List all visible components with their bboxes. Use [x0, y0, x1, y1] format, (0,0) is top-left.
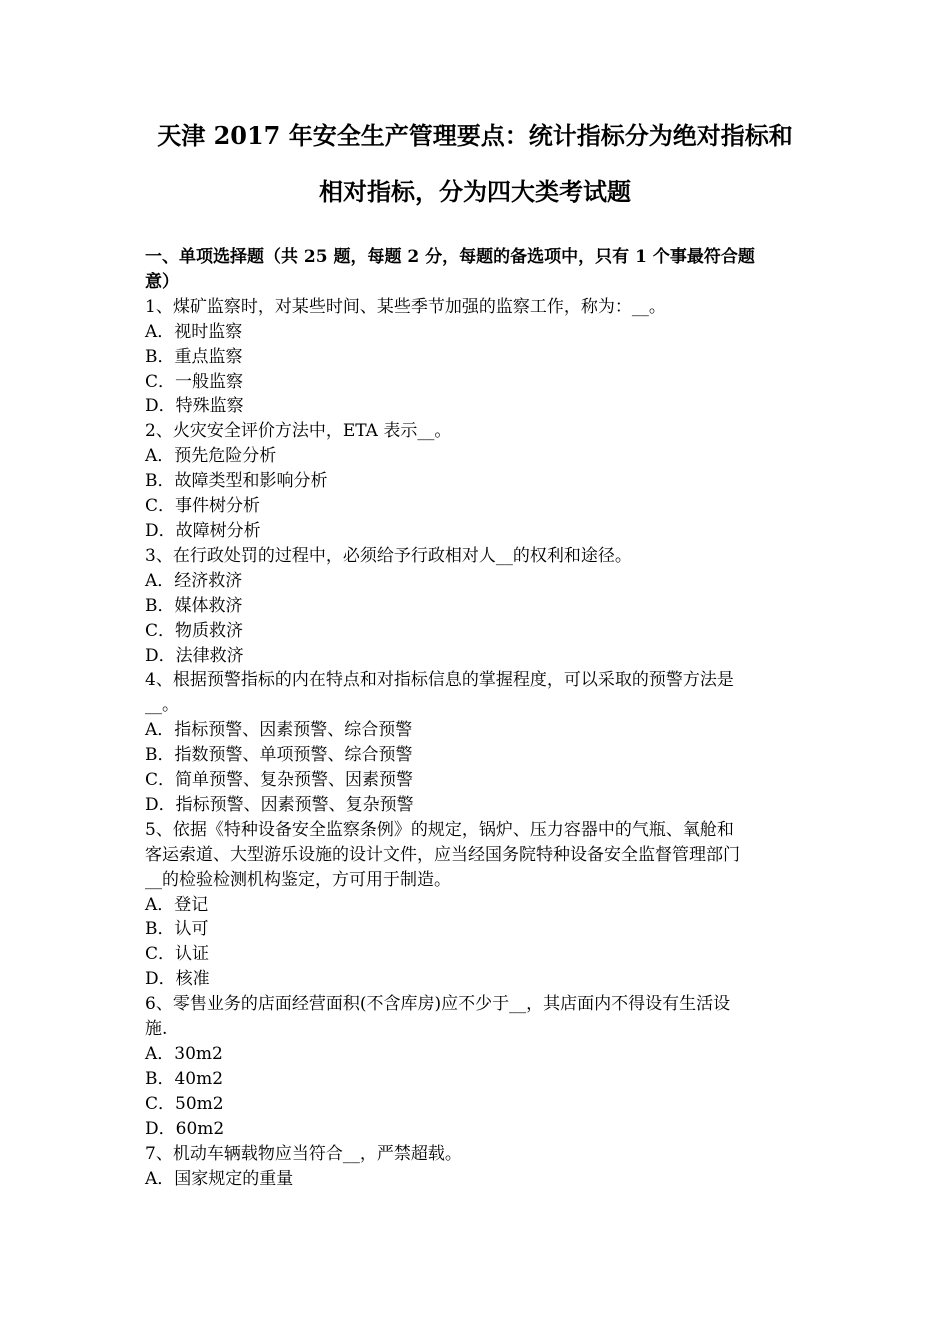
title-line: 相对指标，分为四大类考试题 [319, 177, 631, 206]
question-7 [145, 1142, 810, 1192]
option-c: C．一般监察 [145, 371, 244, 392]
question-6 [145, 992, 810, 1141]
option-d: D．法律救济 [145, 645, 244, 666]
option-b: B．40m2 [145, 1068, 224, 1089]
option-a: A．预先危险分析 [145, 446, 277, 467]
option-b: B．故障类型和影响分析 [145, 471, 328, 492]
question-stem: 施. [145, 1019, 168, 1040]
document-body [145, 245, 810, 1191]
option-c: C．事件树分析 [145, 496, 261, 517]
document-title [120, 108, 830, 220]
question-stem: 客运索道、大型游乐设施的设计文件，应当经国务院特种设备安全监督管理部门 [145, 844, 740, 865]
option-d: D．特殊监察 [145, 396, 244, 417]
question-stem: 6、零售业务的店面经营面积(不含库房)应不少于__，其店面内不得设有生活设 [145, 994, 731, 1015]
option-d: D．60m2 [145, 1118, 225, 1139]
question-stem: 1、煤矿监察时，对某些时间、某些季节加强的监察工作，称为：__。 [145, 296, 666, 317]
question-stem: __。 [145, 695, 179, 716]
section-heading: 一、单项选择题（共 25 题，每题 2 分，每题的备选项中，只有 1 个事最符合题 意） [145, 247, 755, 292]
option-a: A．视时监察 [145, 321, 243, 342]
option-b: B．重点监察 [145, 346, 243, 367]
title-line: 天津 2017 年安全生产管理要点：统计指标分为绝对指标和 [157, 121, 793, 150]
question-stem: 2、火灾安全评价方法中，ETA 表示__。 [145, 421, 452, 442]
option-a: A．经济救济 [145, 570, 243, 591]
question-1 [145, 295, 810, 420]
question-3 [145, 544, 810, 669]
option-b: B．认可 [145, 919, 209, 940]
option-d: D．核准 [145, 969, 210, 990]
option-c: C．50m2 [145, 1093, 224, 1114]
question-4 [145, 668, 810, 817]
option-d: D．指标预警、因素预警、复杂预警 [145, 794, 414, 815]
question-stem: 5、依据《特种设备安全监察条例》的规定，锅炉、压力容器中的气瓶、氧舱和 [145, 819, 734, 840]
question-stem: __的检验检测机构鉴定，方可用于制造。 [145, 869, 451, 890]
option-d: D．故障树分析 [145, 520, 261, 541]
option-a: A．国家规定的重量 [145, 1168, 294, 1189]
question-5 [145, 818, 810, 992]
option-c: C．物质救济 [145, 620, 244, 641]
option-c: C．简单预警、复杂预警、因素预警 [145, 770, 414, 791]
option-a: A．指标预警、因素预警、综合预警 [145, 720, 413, 741]
question-stem: 7、机动车辆载物应当符合__，严禁超载。 [145, 1143, 462, 1164]
question-stem: 4、根据预警指标的内在特点和对指标信息的掌握程度，可以采取的预警方法是 [145, 670, 734, 691]
question-stem: 3、在行政处罚的过程中，必须给予行政相对人__的权利和途径。 [145, 545, 632, 566]
option-a: A．30m2 [145, 1044, 223, 1064]
option-b: B．指数预警、单项预警、综合预警 [145, 745, 413, 766]
question-2 [145, 419, 810, 544]
option-a: A．登记 [145, 894, 209, 915]
option-b: B．媒体救济 [145, 595, 243, 616]
option-c: C．认证 [145, 944, 210, 965]
